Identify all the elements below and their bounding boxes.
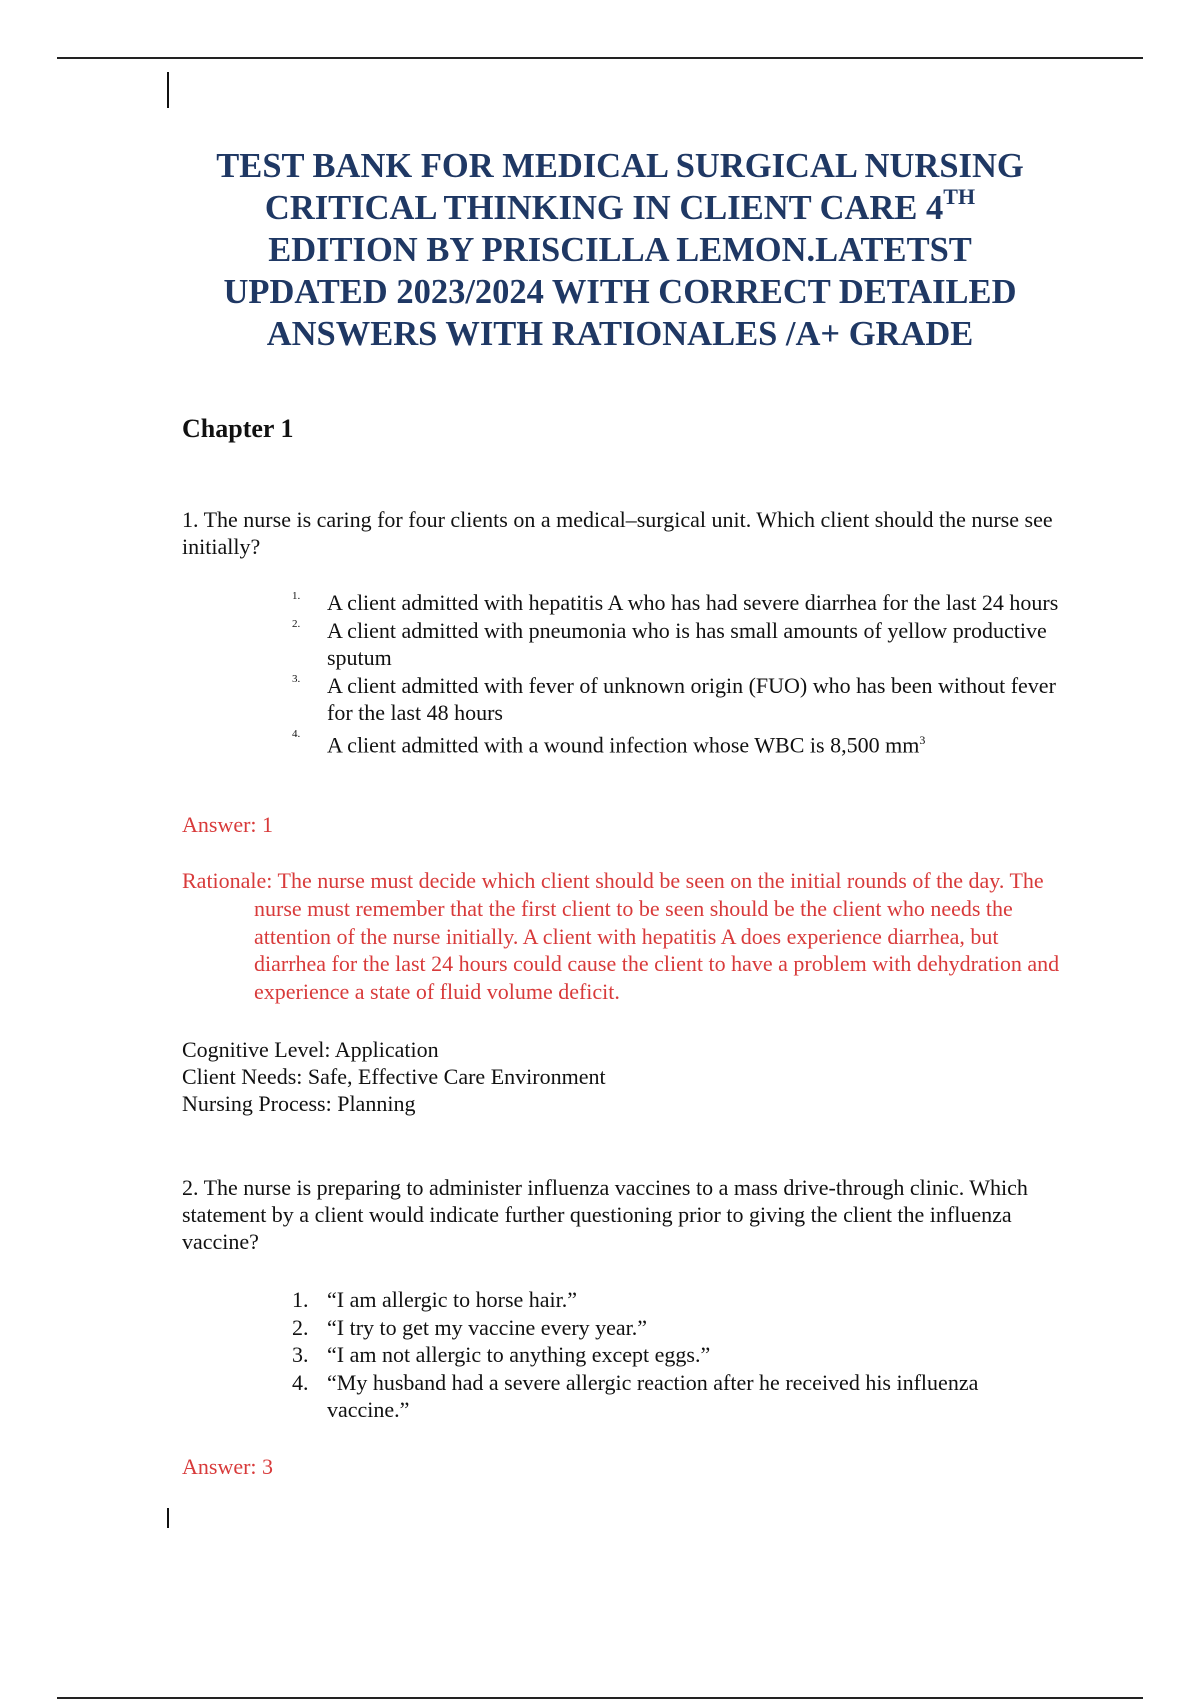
question-1-option-2 [282, 617, 1062, 672]
nursing-process: Nursing Process: Planning [182, 1091, 416, 1116]
title-superscript: TH [943, 183, 976, 209]
option-superscript: 3 [919, 732, 926, 747]
question-1-meta [182, 1036, 606, 1117]
question-1-options [282, 589, 1062, 758]
option-text: A client admitted with hepatitis A who has had severe diarrhea for the last 24 hours [327, 590, 1059, 615]
question-2-options [282, 1286, 1062, 1424]
option-number: 2. [292, 1314, 309, 1340]
question-1-option-4 [282, 727, 1062, 759]
option-number: 3. [292, 672, 301, 685]
question-1-text: 1. The nurse is caring for four clients on a medical–surgical unit. Which client should the nurse see initially? [182, 507, 1053, 559]
title-line-3: EDITION BY PRISCILLA LEMON.LATETST [268, 231, 972, 269]
title-line-1: TEST BANK FOR MEDICAL SURGICAL NURSING [216, 147, 1024, 185]
question-2-option-3 [282, 1341, 1062, 1369]
title-line-2-text: CRITICAL THINKING IN CLIENT CARE 4 [264, 189, 944, 227]
chapter-heading: Chapter 1 [182, 414, 294, 443]
question-1-option-1 [282, 589, 1062, 617]
title-line-2 [160, 183, 1080, 229]
question-1-answer: Answer: 1 [182, 812, 274, 837]
option-number: 1. [292, 1287, 309, 1312]
text-cursor-mark [167, 1508, 169, 1528]
title-line-4: UPDATED 2023/2024 WITH CORRECT DETAILED [223, 273, 1017, 311]
client-needs: Client Needs: Safe, Effective Care Environment [182, 1064, 606, 1089]
cognitive-level: Cognitive Level: Application [182, 1037, 439, 1062]
option-text: A client admitted with fever of unknown origin (FUO) who has been without fever for the last 48 hours [327, 672, 1056, 725]
option-number: 4. [292, 727, 301, 740]
question-2-option-1 [282, 1286, 1062, 1314]
top-rule [57, 57, 1143, 59]
option-text: “I try to get my vaccine every year.” [327, 1314, 648, 1340]
question-2-option-4 [282, 1369, 1062, 1424]
option-text: A client admitted with pneumonia who is has small amounts of yellow productive sputum [327, 617, 1047, 670]
option-number: 1. [292, 590, 301, 602]
text-cursor-mark [167, 72, 169, 108]
option-number: 4. [292, 1369, 309, 1395]
option-text: “I am not allergic to anything except eggs.” [327, 1342, 711, 1367]
document-title [160, 145, 1080, 355]
bottom-rule [57, 1697, 1143, 1699]
question-2-text: 2. The nurse is preparing to administer influenza vaccines to a mass drive-through clinic. Which statement by a client would indicate further questioning prior to giving the client the influenza vaccine? [182, 1175, 1028, 1254]
option-text: “My husband had a severe allergic reaction after he received his influenza vaccine.” [327, 1369, 979, 1422]
question-1-rationale: Rationale: The nurse must decide which client should be seen on the initial rounds of the day. The nurse must remember that the first client to be seen should be the client who needs the attention of the nurse initially. A client with hepatitis A does experience diarrhea, but diarrhea for the last 24 hours could cause the client to have a problem with dehydration and experience a state of fluid volume deficit. [182, 868, 1060, 1005]
title-line-5: ANSWERS WITH RATIONALES /A+ GRADE [266, 315, 974, 353]
option-text: A client admitted with a wound infection whose WBC is 8,500 mm [327, 731, 920, 757]
option-text: “I am allergic to horse hair.” [327, 1287, 578, 1312]
question-1-option-3 [282, 672, 1062, 727]
option-number: 3. [292, 1342, 309, 1367]
option-number: 2. [292, 617, 301, 630]
question-2-answer: Answer: 3 [182, 1454, 274, 1479]
question-2-option-2 [282, 1314, 1062, 1342]
